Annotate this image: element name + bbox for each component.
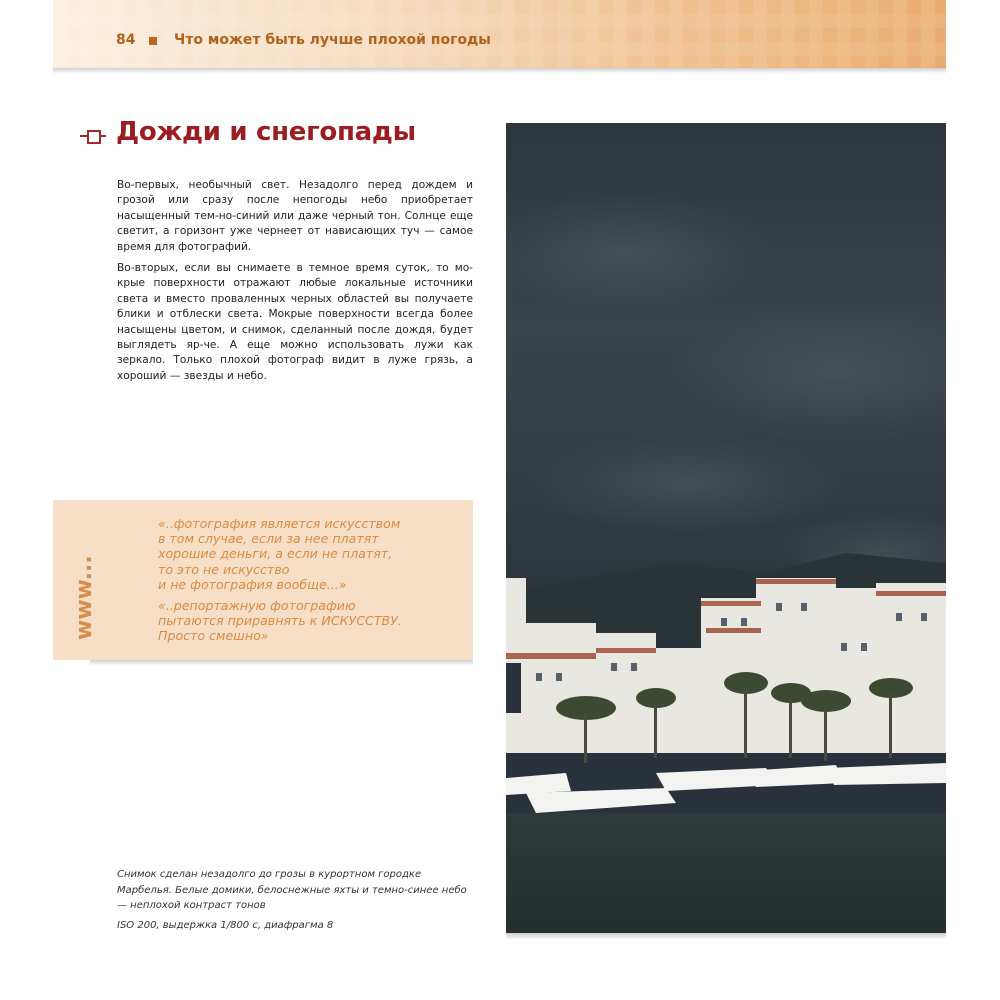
quote-shadow [90, 660, 473, 666]
quote-line: то это не искусство [158, 561, 290, 577]
paragraph: Во-вторых, если вы снимаете в темное время суток, то мо-крые поверхности отражают любые локальные источники света и вместо проваленных черных областей вы получаете блики и отблески света. Мокрые поверхности всегда более насыщены цветом, и снимок, сделанный после дождя, будет выглядеть яр-че. А еще можно использовать лужи как зеркало. Только плохой фотограф видит в луже грязь, а хороший — звезды и небо. [117, 262, 473, 382]
header-bullet-icon [149, 37, 157, 45]
quote-line: хорошие деньги, а если не платят, [158, 546, 393, 562]
photo-caption: Снимок сделан незадолго до грозы в курортном городке Марбелья. Белые домики, белоснежные яхты и темно-синее небо — неплохой контраст тонов [117, 869, 467, 911]
quote-line: «..фотография является искусством [158, 516, 401, 531]
www-label: www... [72, 555, 97, 640]
quote-line: в том случае, если за нее платят [158, 531, 379, 547]
quote-line: пытаются приравнять к ИСКУССТВУ. [158, 613, 402, 629]
quote-2 [158, 598, 458, 644]
photo-illustration [506, 123, 946, 933]
photo-exif: ISO 200, выдержка 1/800 с, диафрагма 8 [117, 920, 334, 931]
quote-line: Просто смешно» [158, 628, 269, 644]
quote-1 [158, 516, 458, 592]
running-title: Что может быть лучше плохой погоды [174, 32, 491, 48]
quote-line: «..репортажную фотографию [158, 598, 356, 613]
marbella-storm-photo [506, 123, 946, 933]
header-shadow [53, 68, 946, 74]
paragraph: Во-первых, необычный свет. Незадолго перед дождем и грозой или сразу после непогоды небо приобретает насыщенный тем-но-синий или даже черный тон. Солнце еще светит, а горизонт уже чернеет от нависающих туч — самое время для фотографий. [117, 179, 473, 253]
page-number: 84 [116, 32, 136, 48]
body-text [117, 178, 473, 390]
quote-line: и не фотография вообще...» [158, 576, 347, 592]
section-marker-icon [80, 128, 106, 144]
section-title: Дожди и снегопады [116, 117, 416, 147]
photo-shadow [506, 933, 946, 940]
